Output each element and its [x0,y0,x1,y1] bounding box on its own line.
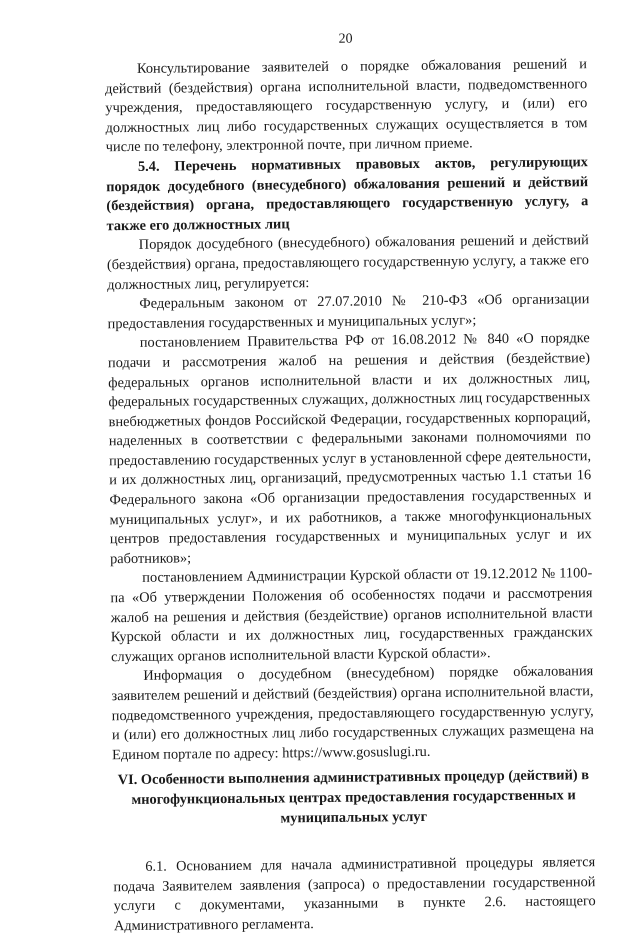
paragraph-kursk-decree: постановлением Администрации Курской области от 19.12.2012 № 1100-па «Об утверждении Положения об особенностях подачи и рассмотрения жалоб на решения и действия (бездействие) органов исполнительной власти Курской области и их должностных лиц, государственных гражданских служащих органов исполнительной власти Курской области». [110,565,593,666]
paragraph-6-1: 6.1. Основанием для начала административной процедуры является подача Заявителем заявления (запроса) о предоставлении государственной услуги с документами, указанными в пункте 2.6. настоящего Административного регламента. [113,854,596,935]
page-number: 20 [338,31,353,47]
paragraph-information-portal: Информация о досудебном (внесудебном) порядке обжалования заявителем решений и действий (бездействия) органа исполнительной власти, подведомственного учреждения, предоставляющего государственную услугу, и (или) его должностных лиц либо государственных служащих размещена на Едином портале по адресу: https://www.gosuslugi.ru. [111,663,594,763]
paragraph-federal-law: Федеральным законом от 27.07.2010 № 210-ФЗ «Об организации предоставления государственных и муниципальных услуг»; [107,291,590,332]
paragraph-government-decree: постановлением Правительства РФ от 16.08.2012 № 840 «О порядке подачи и рассмотрения жалоб на решения и действия (бездействие) федеральных органов исполнительной власти и их должностных лиц, федеральных государственных служащих, должностных лиц государственных внебюджетных фондов Российской Федерации, государственных корпораций, наделенных в соответствии с федеральными законами полномочиями по предоставлению государственных услуг в установленной сфере деятельности, и их должностных лиц, организаций, предусмотренных частью 1.1 статьи 16 Федерального закона «Об организации предоставления государственных и муниципальных услуг», и их работников, а также многофункциональных центров предоставления государственных и муниципальных услуг и их работников»; [107,330,592,568]
section-heading-vi: VI. Особенности выполнения административных процедур (действий) в многофункциональных центрах предоставления государственных и муниципальных услуг [117,767,590,827]
paragraph-consulting: Консультирование заявителей о порядке обжалования решений и действий (бездействия) органа исполнительной власти, подведомственного учреждения, предоставляющего государственную услугу, и (или) его должностных лиц либо государственных служащих осуществляется в том числе по телефону, электронной почте, при личном приеме. [105,56,588,156]
subsection-heading-5-4: 5.4. Перечень нормативных правовых актов, регулирующих порядок досудебного (внесудебного) обжалования решений и действий (бездействия) органа, предоставляющего государственную услугу, а также его должностных лиц [106,154,589,234]
paragraph-appeal-procedure: Порядок досудебного (внесудебного) обжалования решений и действий (бездействия) органа, предоставляющего государственную услугу, а также его должностных лиц, регулируется: [106,232,590,293]
